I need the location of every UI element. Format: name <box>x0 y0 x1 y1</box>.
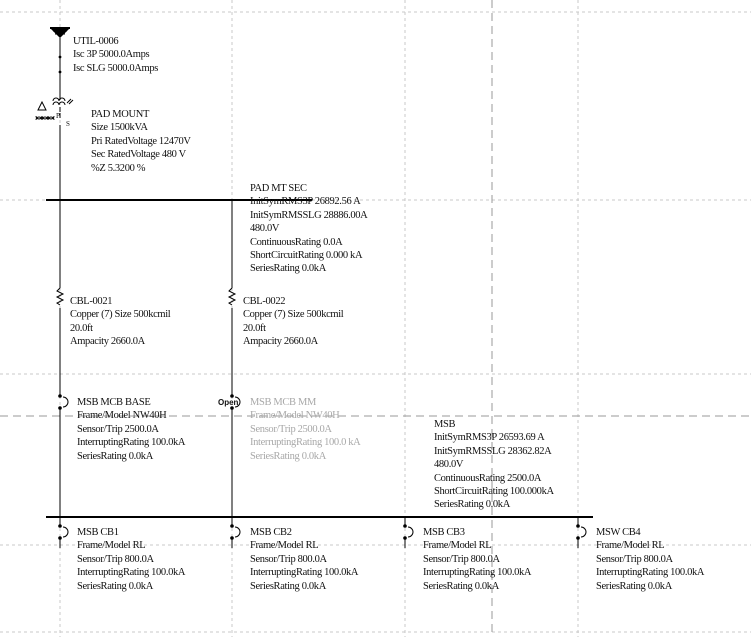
bus-detail: InitSymRMS3P 26892.56 A <box>250 196 361 208</box>
bus-name: PAD MT SEC <box>250 183 307 194</box>
breaker-label-msb-cb1[interactable] <box>77 526 185 593</box>
breaker-label-msb-cb3[interactable] <box>423 526 531 593</box>
bus-detail: SeriesRating 0.0kA <box>250 263 326 275</box>
breaker-symbol-msb-mcb-mm[interactable] <box>231 395 240 517</box>
breaker-symbol-msb-cb1[interactable] <box>59 517 68 548</box>
bus-pad-mt-sec-label[interactable] <box>250 182 367 276</box>
cable-label-cbl-0022[interactable] <box>243 295 343 349</box>
breaker-symbol-msw-cb4[interactable] <box>577 517 586 548</box>
bus-detail: InitSymRMSSLG 28886.00A <box>250 209 368 221</box>
breaker-label-msb-mcb-mm[interactable] <box>250 396 360 463</box>
utility-isc-3p: Isc 3P 5000.0Amps <box>73 49 150 61</box>
breaker-detail: SeriesRating 0.0kA <box>250 580 326 592</box>
cable-detail: Ampacity 2660.0A <box>70 336 145 348</box>
bus-detail: InitSymRMS3P 26593.69 A <box>434 432 545 444</box>
breaker-detail: Sensor/Trip 800.0A <box>250 553 327 565</box>
breaker-detail: Frame/Model RL <box>423 540 492 552</box>
breaker-detail: InterruptingRating 100.0kA <box>596 567 705 579</box>
breaker-name: MSB MCB BASE <box>77 397 151 408</box>
transformer-impedance: %Z 5.3200 % <box>91 162 146 174</box>
transformer-secondary-mark: S <box>66 120 70 128</box>
breaker-detail: InterruptingRating 100.0kA <box>77 437 186 449</box>
cable-name: CBL-0021 <box>70 296 113 307</box>
bus-detail: 480.0V <box>250 223 280 235</box>
breaker-detail: Sensor/Trip 2500.0A <box>250 423 332 435</box>
utility-source-symbol[interactable] <box>50 28 70 100</box>
utility-label[interactable] <box>73 35 158 75</box>
breaker-detail: SeriesRating 0.0kA <box>77 580 153 592</box>
breaker-name: MSB MCB MM <box>250 397 316 408</box>
cable-detail: Copper (7) Size 500kcmil <box>243 309 344 321</box>
breaker-detail: Frame/Model RL <box>77 540 146 552</box>
cable-symbol-cbl-0022[interactable] <box>229 288 235 396</box>
bus-detail: ShortCircuitRating 100.000kA <box>434 486 554 498</box>
utility-id: UTIL-0006 <box>73 36 119 47</box>
cable-label-cbl-0021[interactable] <box>70 295 170 349</box>
transformer-symbol[interactable] <box>36 98 73 200</box>
breaker-detail: SeriesRating 0.0kA <box>423 580 499 592</box>
cable-symbol-cbl-0021[interactable] <box>57 288 63 396</box>
cable-detail: Copper (7) Size 500kcmil <box>70 309 171 321</box>
breaker-name: MSB CB1 <box>77 527 119 538</box>
breaker-detail: Frame/Model RL <box>250 540 319 552</box>
breaker-detail: Sensor/Trip 800.0A <box>423 553 500 565</box>
bus-detail: SeriesRating 0.0kA <box>434 499 510 511</box>
breaker-detail: InterruptingRating 100.0kA <box>250 567 359 579</box>
breaker-detail: SeriesRating 0.0kA <box>250 450 326 462</box>
breaker-detail: InterruptingRating 100.0kA <box>423 567 532 579</box>
breaker-label-msb-cb2[interactable] <box>250 526 358 593</box>
bus-msb-label[interactable] <box>434 418 554 512</box>
cable-detail: Ampacity 2660.0A <box>243 336 318 348</box>
breaker-name: MSB CB2 <box>250 527 292 538</box>
utility-isc-slg: Isc SLG 5000.0Amps <box>73 62 158 74</box>
breaker-label-msb-mcb-base[interactable] <box>77 396 185 463</box>
breaker-detail: InterruptingRating 100.0 kA <box>250 437 361 449</box>
breaker-symbol-msb-cb3[interactable] <box>404 517 413 548</box>
breaker-detail: Frame/Model RL <box>596 540 665 552</box>
breaker-detail: Sensor/Trip 2500.0A <box>77 423 159 435</box>
breaker-name: MSW CB4 <box>596 527 641 538</box>
transformer-primary-mark: P <box>56 112 60 120</box>
cable-name: CBL-0022 <box>243 296 286 307</box>
transformer-label[interactable] <box>91 108 191 175</box>
breaker-detail: Frame/Model NW40H <box>77 410 167 422</box>
breaker-detail: Sensor/Trip 800.0A <box>77 553 154 565</box>
cable-detail: 20.0ft <box>243 322 266 334</box>
breaker-symbol-msb-mcb-base[interactable] <box>59 395 68 517</box>
bus-detail: ShortCircuitRating 0.000 kA <box>250 250 363 262</box>
bus-name: MSB <box>434 419 456 430</box>
bus-detail: InitSymRMSSLG 28362.82A <box>434 445 552 457</box>
breaker-open-status: Open <box>218 398 239 407</box>
breaker-detail: InterruptingRating 100.0kA <box>77 567 186 579</box>
bus-detail: ContinuousRating 2500.0A <box>434 472 542 484</box>
breaker-detail: SeriesRating 0.0kA <box>596 580 672 592</box>
transformer-size: Size 1500kVA <box>91 122 148 134</box>
breaker-name: MSB CB3 <box>423 527 465 538</box>
breaker-symbol-msb-cb2[interactable] <box>231 517 240 548</box>
breaker-detail: SeriesRating 0.0kA <box>77 450 153 462</box>
breaker-detail: Frame/Model NW40H <box>250 410 340 422</box>
cable-detail: 20.0ft <box>70 322 93 334</box>
bus-detail: 480.0V <box>434 459 464 471</box>
transformer-sec-voltage: Sec RatedVoltage 480 V <box>91 149 186 161</box>
breaker-detail: Sensor/Trip 800.0A <box>596 553 673 565</box>
transformer-pri-voltage: Pri RatedVoltage 12470V <box>91 135 191 147</box>
breaker-label-msw-cb4[interactable] <box>596 526 704 593</box>
bus-detail: ContinuousRating 0.0A <box>250 236 343 248</box>
transformer-name: PAD MOUNT <box>91 109 150 120</box>
